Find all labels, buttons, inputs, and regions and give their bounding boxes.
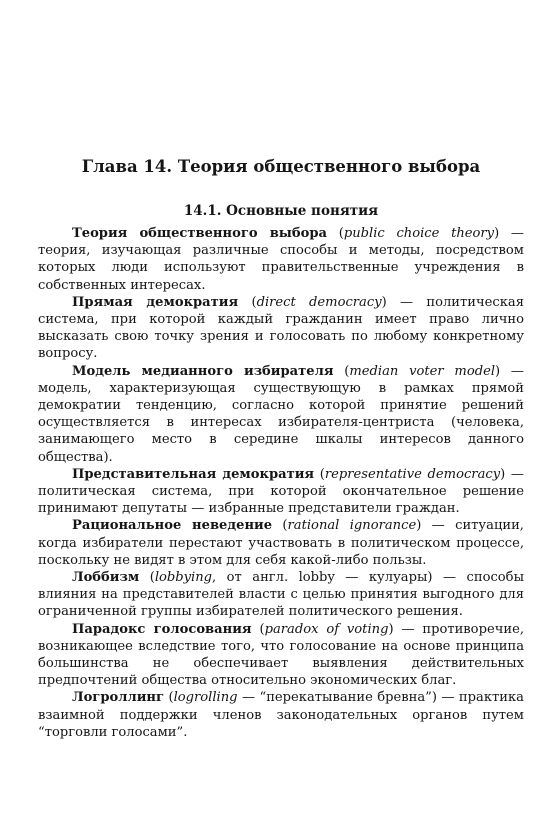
section-title: 14.1. Основные понятия (183, 203, 379, 219)
entry-term: Парадокс голосования (72, 621, 252, 637)
glossary-entry (38, 621, 524, 690)
entry-definition: ) — политическая система, при которой каждый гражданин имеет право лично высказать свою точку зрения и голосовать по любому конкретному вопросу. (38, 294, 524, 362)
entry-bracket: ( (238, 294, 257, 310)
entry-english-term: representative democracy (324, 466, 501, 482)
entry-bracket: ( (164, 690, 174, 706)
entry-bracket: ( (272, 518, 288, 534)
chapter-title: Глава 14. Теория общественного выбора (81, 157, 481, 176)
entry-bracket: ( (333, 363, 350, 379)
entry-definition: — “перекатывание бревна”) — практика взаимной поддержки членов законодательных органов путем “торговли голосами”. (38, 690, 524, 740)
entry-definition: ) — политическая система, при которой окончательное решение принимают депутаты — избранные представители граждан. (38, 466, 524, 517)
entry-term: Представительная демократия (72, 466, 315, 482)
glossary-entry (38, 363, 524, 466)
glossary-entry (38, 689, 524, 741)
entry-definition: ) — теория, изучающая различные способы и методы, посредством которых люди используют правительственные учреждения в собственных интересах. (38, 226, 525, 293)
entry-definition: ) — противоречие, возникающее вследствие того, что голосование на основе принципа большинства не обеспечивает выявления действительных предпочтений общества относительно экономических благ. (38, 621, 524, 689)
entry-term: Модель медианного избирателя (72, 363, 334, 379)
entry-bracket: ( (327, 226, 344, 241)
entry-bracket: ( (251, 621, 265, 637)
page-content (38, 156, 524, 741)
entry-term: Лоббизм (72, 570, 140, 586)
entry-term: Логроллинг (72, 690, 165, 706)
glossary-entry (38, 225, 524, 294)
entry-english-term: direct democracy (256, 294, 382, 310)
entry-definition: ) — ситуации, когда избиратели перестают участвовать в политическом процессе, поскольку не видят в этом для себя какой-либо пользы. (38, 518, 524, 568)
entry-term: Теория общественного выбора (72, 226, 328, 241)
entry-bracket: ( (139, 570, 155, 586)
entry-english-term: logrolling (173, 690, 238, 706)
entry-english-term: lobbying (154, 570, 213, 586)
entry-term: Рациональное неведение (72, 518, 273, 534)
entry-definition: , от англ. lobby — кулуары) — способы влияния на представителей власти с целью принятия выгодного для ограниченной группы избирателей политического решения. (38, 570, 524, 620)
glossary-entry (38, 294, 524, 363)
glossary-entry (38, 517, 524, 569)
entry-english-term: paradox of voting (264, 621, 389, 637)
entry-english-term: rational ignorance (287, 518, 417, 534)
entry-english-term: median voter model (349, 363, 496, 379)
entry-definition: ) — модель, характеризующая существующую в рамках прямой демократии тенденцию, согласно которой принятие решений осуществляется в интересах избирателя-центриста (человека, занимающего место в середине шкалы интересов данного общества). (38, 363, 524, 465)
entry-bracket: ( (314, 466, 325, 482)
entry-english-term: public choice theory (343, 226, 495, 241)
entry-term: Прямая демократия (72, 294, 239, 310)
glossary-entry (38, 569, 524, 621)
glossary-entry (38, 466, 524, 518)
